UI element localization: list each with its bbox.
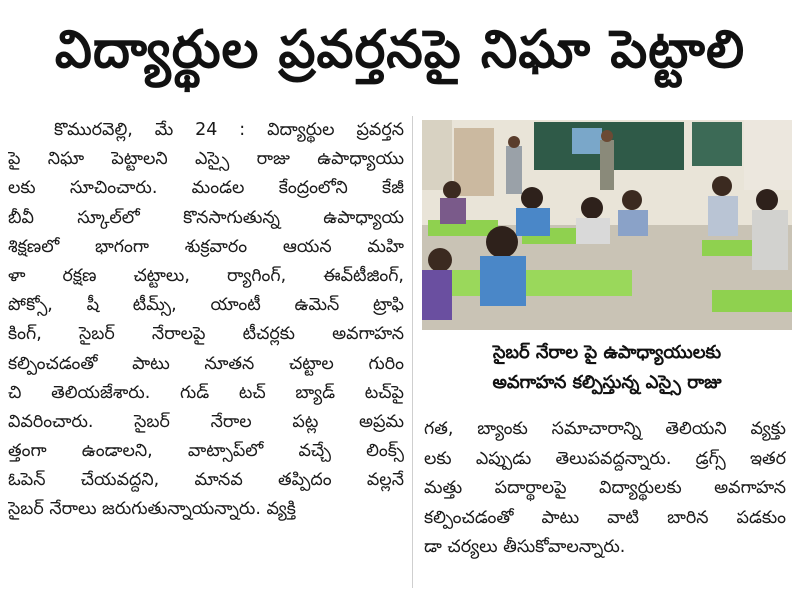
photo-participant xyxy=(576,218,610,244)
photo-standing-person-head xyxy=(508,136,520,148)
body-line: చి తెలియజేశారు. గుడ్ టచ్ బ్యాడ్ టచ్‌పై xyxy=(8,382,404,403)
classroom-photo xyxy=(422,120,792,330)
photo-participant-head xyxy=(581,197,603,219)
photo-participant-head xyxy=(756,189,778,211)
caption-line: అవగాహన కల్పిస్తున్న ఎస్సై రాజు xyxy=(492,372,722,393)
body-line: డా చర్యలు తీసుకోవాలన్నారు. xyxy=(424,537,626,557)
article-body-left-column xyxy=(8,116,404,588)
photo-desk xyxy=(712,290,792,312)
body-line: బీవీ స్కూల్‌లో కొనసాగుతున్న ఉపాధ్యాయ xyxy=(8,207,404,228)
body-line: త్తంగా ఉండాలని, వాట్సాప్‌లో వచ్చే లింక్స్ xyxy=(8,441,404,462)
photo-window xyxy=(422,120,452,190)
body-line: పై నిఘా పెట్టాలని ఎస్సై రాజు ఉపాధ్యాయు xyxy=(8,149,404,170)
photo-desk xyxy=(442,270,632,296)
photo-blackboard-projection xyxy=(572,128,602,154)
photo-blackboard-side xyxy=(692,122,742,166)
photo-participant xyxy=(752,210,788,270)
body-line: కింగ్, సైబర్ నేరాలపై టీచర్లకు అవగాహన xyxy=(8,324,404,345)
photo-participant-head xyxy=(428,248,452,272)
photo-participant xyxy=(422,270,452,320)
body-line: ళా రక్షణ చట్టాలు, ర్యాగింగ్, ఈవ్‌టీజింగ్, xyxy=(8,265,404,286)
body-line: మత్తు పదార్థాలపై విద్యార్థులకు అవగాహన xyxy=(424,478,786,498)
column-divider xyxy=(412,116,413,588)
photo-participant-head xyxy=(443,181,461,199)
photo-participant xyxy=(618,210,648,236)
photo-participant xyxy=(480,256,526,306)
photo-wall-poster xyxy=(744,120,792,190)
article-body-right-column xyxy=(424,415,786,563)
body-line: వివరించారు. సైబర్ నేరాల పట్ల అప్రమ xyxy=(8,411,404,432)
body-line: శిక్షణలో భాగంగా శుక్రవారం ఆయన మహి xyxy=(8,236,404,257)
photo-door xyxy=(454,128,494,196)
body-line: లకు ఎప్పుడు తెలుపవద్దన్నారు. డ్రగ్స్ ఇతర xyxy=(424,448,786,469)
caption-line: సైబర్ నేరాల పై ఉపాధ్యాయులకు xyxy=(492,342,722,363)
photo-participant-head xyxy=(486,226,518,258)
photo-participant xyxy=(516,208,550,236)
photo-participant-head xyxy=(622,190,642,210)
photo-standing-person xyxy=(506,146,522,194)
body-line: కల్పించడంతో పాటు వాటి బారిన పడకుం xyxy=(424,507,786,528)
body-line: లకు సూచించారు. మండల కేంద్రంలోని కేజీ xyxy=(8,178,404,199)
photo-officer-head xyxy=(601,130,613,142)
body-line: సైబర్ నేరాలు జరుగుతున్నాయన్నారు. వ్యక్తి xyxy=(8,499,296,520)
body-line: ఓపెన్ చేయవద్దని, మానవ తప్పిదం వల్లనే xyxy=(8,470,404,491)
body-line: పోక్సో, షీ టీమ్స్, యాంటీ ఉమెన్ ట్రాఫి xyxy=(8,295,404,316)
photo-participant xyxy=(708,196,738,236)
article-headline: విద్యార్థుల ప్రవర్తనపై నిఘా పెట్టాలి xyxy=(54,19,746,80)
body-line: కొమురవెల్లి, మే 24 : విద్యార్థుల ప్రవర్తన xyxy=(54,120,404,140)
photo-caption xyxy=(422,338,792,398)
photo-participant-head xyxy=(712,176,732,196)
photo-participant-head xyxy=(521,187,543,209)
body-line: గత, బ్యాంకు సమాచారాన్ని తెలియని వ్యక్తు xyxy=(424,419,786,439)
photo-officer xyxy=(600,140,614,190)
body-line: కల్పించడంతో పాటు నూతన చట్టాల గురిం xyxy=(8,353,404,374)
photo-participant xyxy=(440,198,466,224)
